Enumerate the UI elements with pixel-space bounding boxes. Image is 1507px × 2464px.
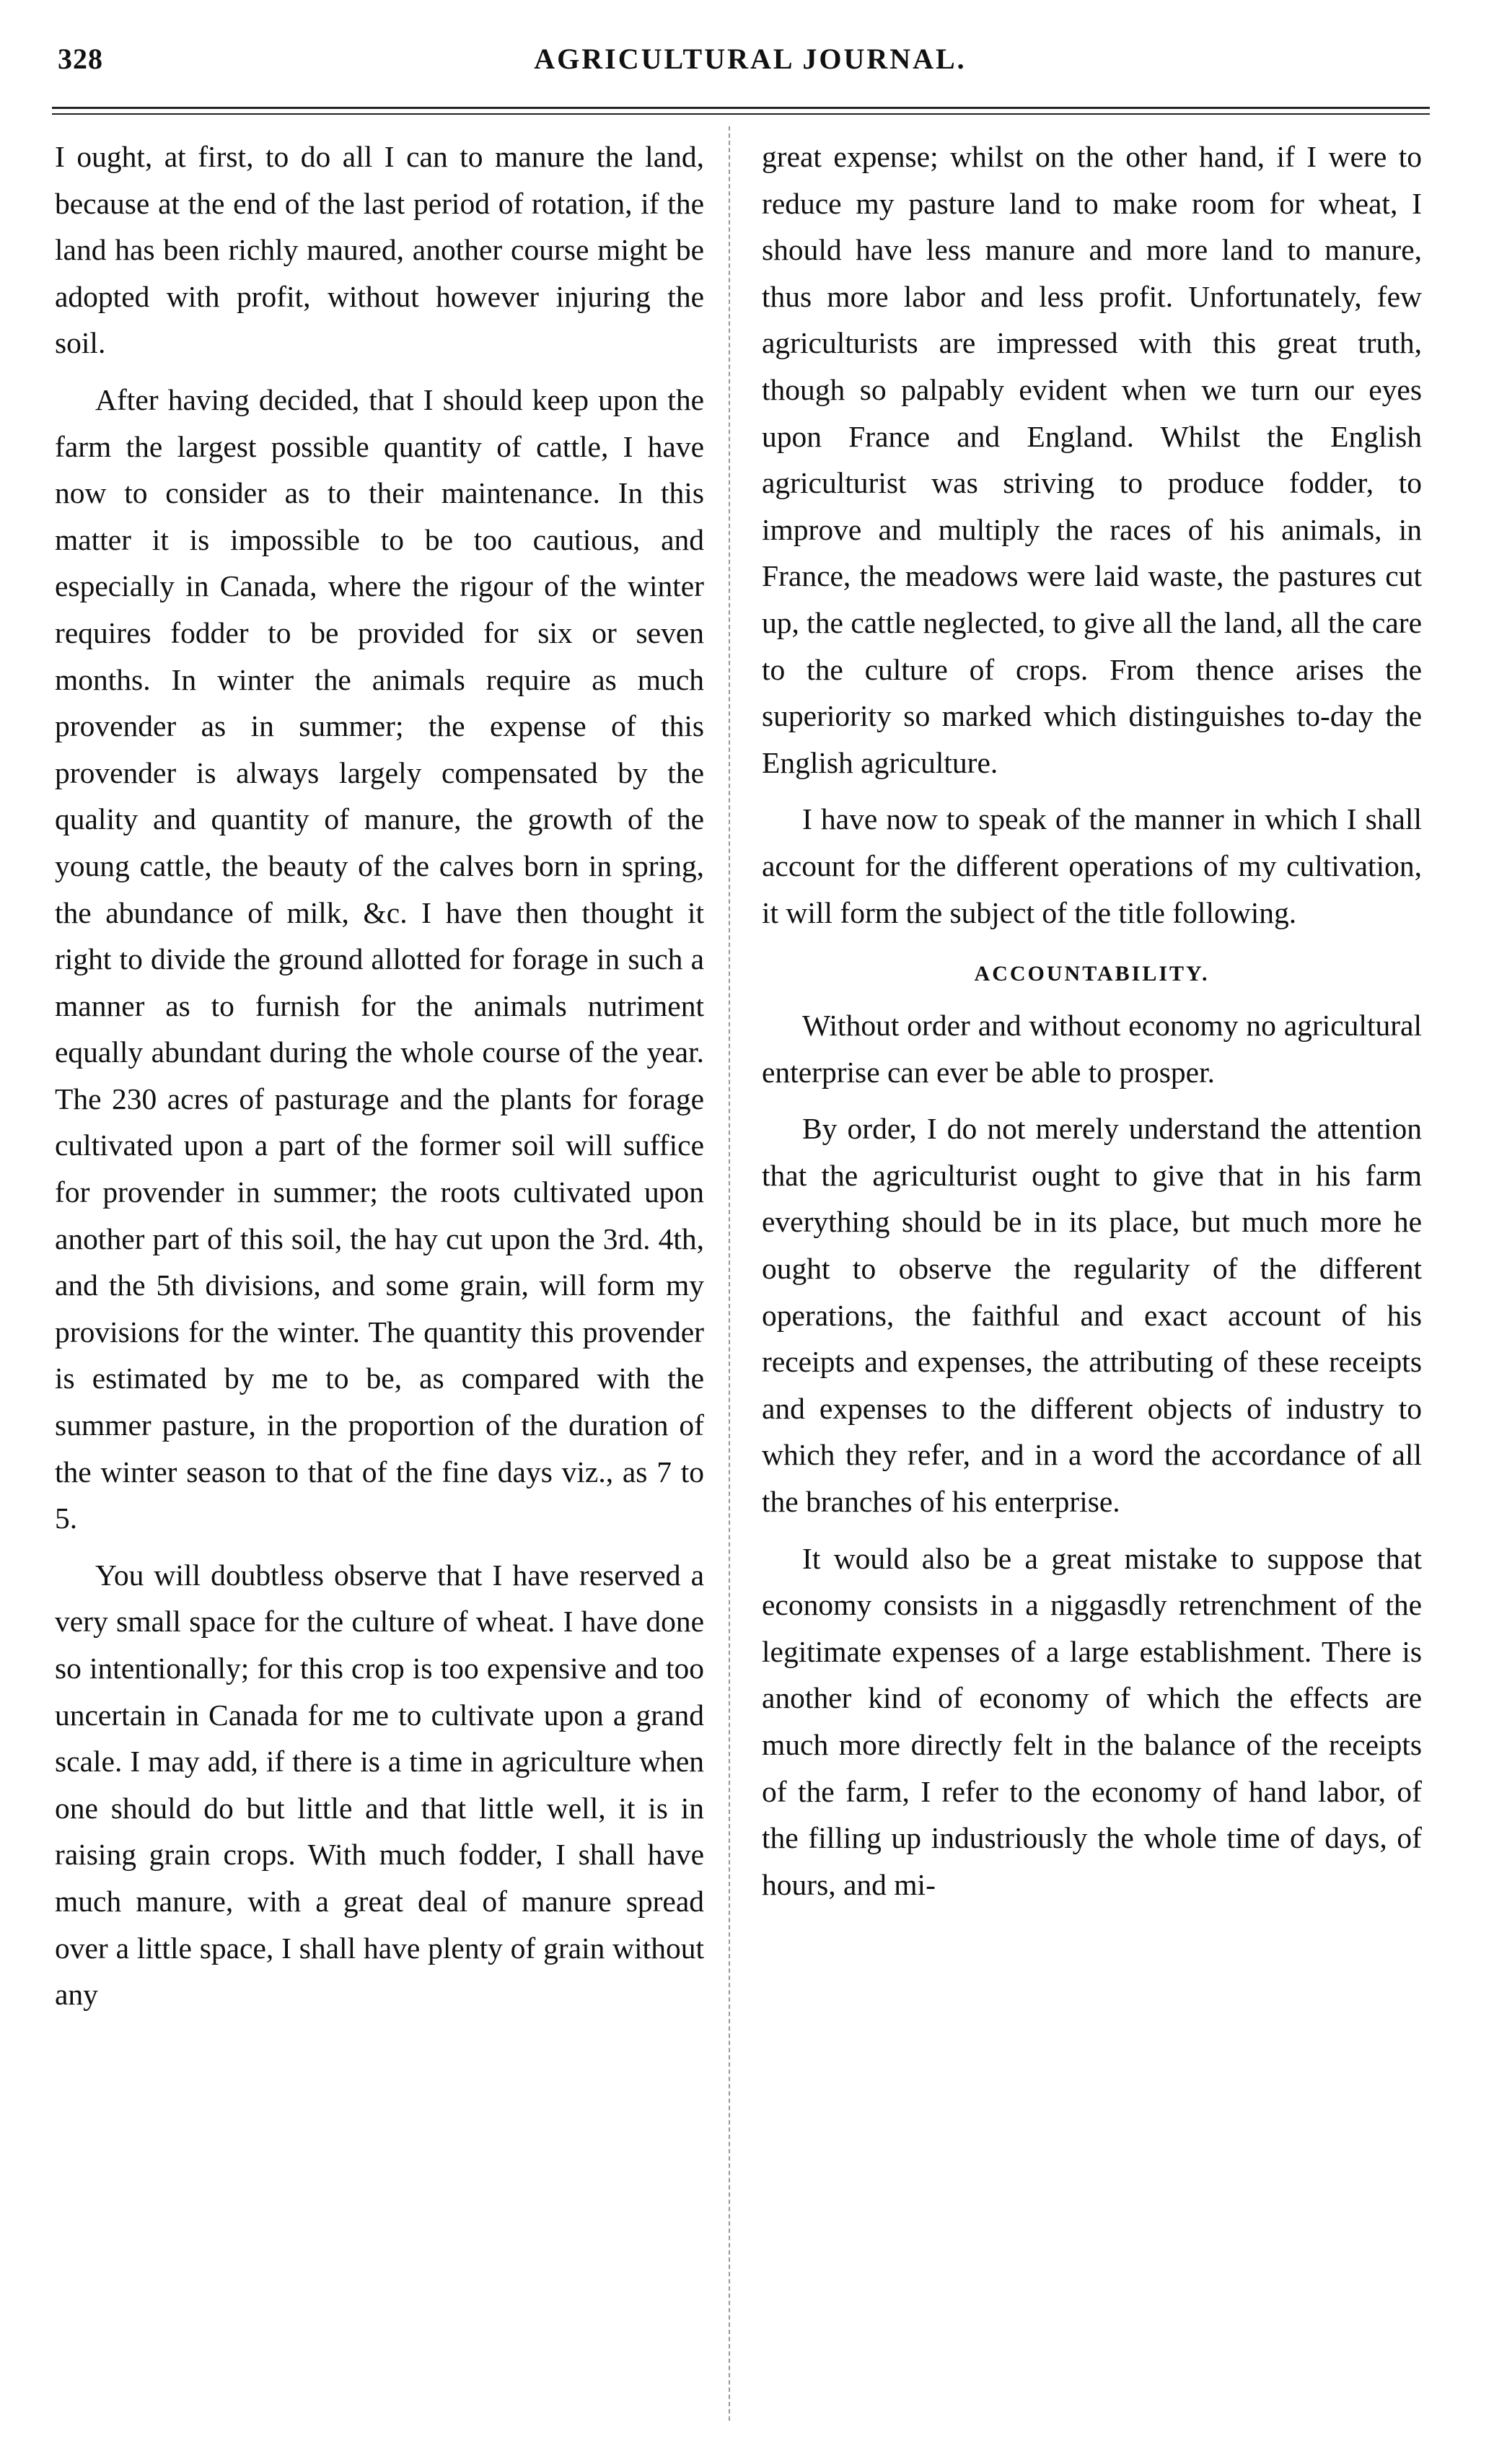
section-heading: ACCOUNTABILITY. <box>974 962 1210 986</box>
left-column <box>55 133 704 2018</box>
paragraph: After having decided, that I should keep upon the farm the largest possible quantity of cattle, I have now to consider as to their maintenance. In this matter it is impossible to be too cautious, and especially in Canada, where the rigour of the winter requires fodder to be provided for six or seven months. In winter the animals require as much provender as in summer; the expense of this provender is always largely compensated by the quality and quantity of manure, the growth of the young cattle, the beauty of the calves born in spring, the abundance of milk, &c. I have then thought it right to divide the ground allotted for forage in such a manner as to furnish for the animals nutriment equally abundant during the whole course of the year. The 230 acres of pasturage and the plants for forage cultivated upon a part of the former soil will suffice for provender in summer; the roots cultivated upon another part of this soil, the hay cut upon the 3rd. 4th, and the 5th divisions, and some grain, will form my provisions for the winter. The quantity this provender is estimated by me to be, as compared with the summer pasture, in the proportion of the duration of the winter season to that of the fine days viz., as 7 to 5. <box>55 382 704 1535</box>
right-column <box>762 133 1422 1908</box>
paragraph: I ought, at first, to do all I can to manure the land, because at the end of the last period of rotation, if the land has been richly maured, another course might be adopted with profit, without however injuring the soil. <box>55 140 704 360</box>
page-header <box>58 42 1443 85</box>
paragraph: Without order and without economy no agricultural enterprise can ever be able to prosper. <box>762 1009 1422 1089</box>
paragraph: great expense; whilst on the other hand, if I were to reduce my pasture land to make room for wheat, I should have less manure and more land to manure, thus more labor and less profit. Unfortunately, few agriculturists are impressed with this great truth, though so palpably evident when we turn our eyes upon France and England. Whilst the English agriculturist was striving to produce fodder, to improve and multiply the races of his animals, in France, the meadows were laid waste, the pastures cut up, the cattle neglected, to give all the land, all the care to the culture of crops. From thence arises the superiority so marked which distinguishes to-day the English agriculture. <box>762 140 1422 779</box>
journal-title: AGRICULTURAL JOURNAL. <box>534 43 967 75</box>
column-divider <box>729 126 730 2421</box>
header-rule-top <box>52 107 1430 109</box>
paragraph: By order, I do not merely understand the attention that the agriculturist ought to give that in his farm everything should be in its place, but much more he ought to observe the regularity of the different operations, the faithful and exact account of his receipts and expenses, the attributing of these receipts and expenses to the different objects of industry to which they refer, and in a word the accordance of all the branches of his enterprise. <box>762 1112 1422 1519</box>
paragraph: You will doubtless observe that I have reserved a very small space for the culture of wheat. I have done so intentionally; for this crop is too expensive and too uncertain in Canada for me to cultivate upon a grand scale. I may add, if there is a time in agriculture when one should do but little and that little well, it is in raising grain crops. With much fodder, I shall have much manure, with a great deal of manure spread over a little space, I shall have plenty of grain without any <box>55 1558 704 2012</box>
page-number: 328 <box>58 43 103 75</box>
paragraph: It would also be a great mistake to suppose that economy consists in a niggasdly retrenchment of the legitimate expenses of a large establishment. There is another kind of economy of which the effects are much more directly felt in the balance of the receipts of the farm, I refer to the economy of hand labor, of the filling up industriously the whole time of days, of hours, and mi- <box>762 1541 1422 1901</box>
paragraph: I have now to speak of the manner in which I shall account for the different operations of my cultivation, it will form the subject of the title following. <box>762 802 1422 929</box>
header-rule-bottom <box>52 113 1430 115</box>
